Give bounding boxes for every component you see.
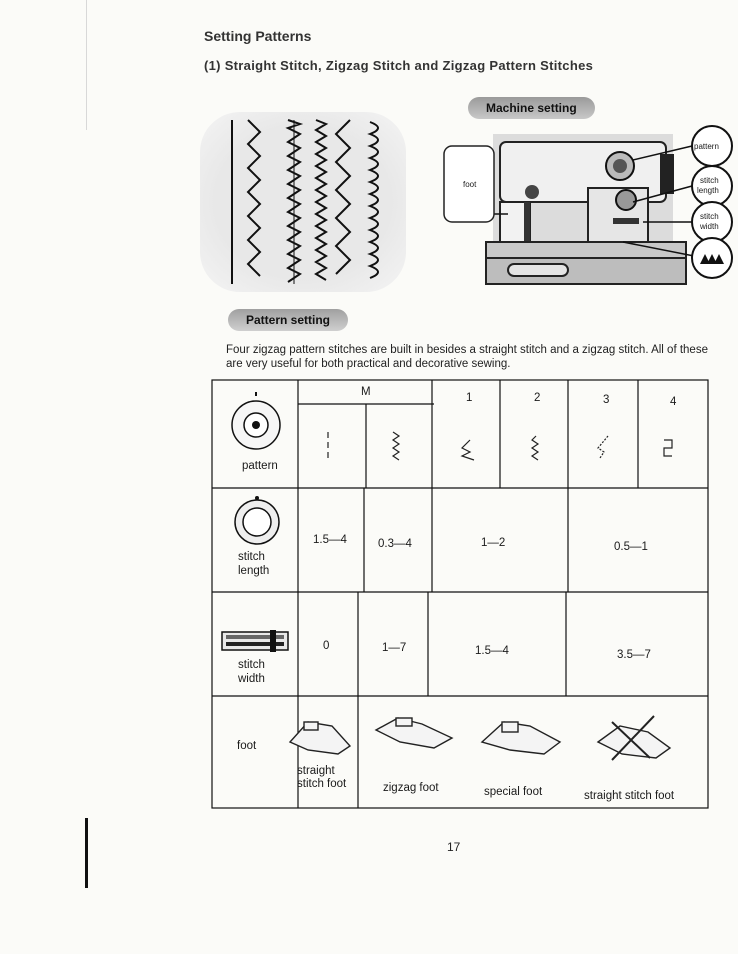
foot-label-straight-alt: straight stitch foot <box>584 790 675 802</box>
row-label-pattern: pattern <box>242 460 278 472</box>
callout-stitch-length-1: stitch <box>700 176 719 185</box>
row-label-foot: foot <box>237 740 257 752</box>
row-label-stitch-width-2: width <box>238 673 265 685</box>
column-header-3: 3 <box>603 394 610 406</box>
zigzag-foot-icon <box>376 718 452 748</box>
callout-foot: foot <box>463 180 477 189</box>
pattern-3-icon <box>598 436 608 458</box>
foot-label-straight-2: stitch foot <box>297 778 347 790</box>
straight-stitch-foot-icon <box>290 722 350 754</box>
page-heading: Setting Patterns <box>204 28 312 44</box>
pattern-m-zigzag-icon <box>393 432 399 460</box>
foot-label-straight-1: straight <box>297 765 335 777</box>
stitch-length-value: 0.5—1 <box>614 541 648 553</box>
pattern-dial-icon <box>232 392 280 449</box>
row-label-stitch-length-2: length <box>238 565 270 577</box>
machine-setting-label: Machine setting <box>468 97 595 119</box>
column-header-4: 4 <box>670 396 677 408</box>
pattern-setting-label: Pattern setting <box>228 309 348 331</box>
section-subheading: (1) Straight Stitch, Zigzag Stitch and Zigzag Pattern Stitches <box>204 58 594 73</box>
column-header-m: M <box>361 386 371 398</box>
callout-stitch-width-1: stitch <box>700 212 719 221</box>
pattern-1-icon <box>462 440 474 460</box>
callout-pattern: pattern <box>694 142 719 151</box>
stitch-width-slider-icon <box>222 630 288 652</box>
stitch-length-value: 1—2 <box>481 537 506 549</box>
pattern-4-icon <box>664 440 672 456</box>
straight-stitch-foot-alt-icon <box>598 716 670 760</box>
intro-paragraph: Four zigzag pattern stitches are built in besides a straight stitch and a zigzag stitch. All of these are very useful for both practical and decorative sewing. <box>226 344 708 370</box>
stitch-width-value: 3.5—7 <box>617 649 651 661</box>
stitch-length-value: 1.5—4 <box>313 534 347 546</box>
row-label-stitch-width-1: stitch <box>238 659 265 671</box>
page-number: 17 <box>447 840 461 854</box>
stitch-width-value: 1.5—4 <box>475 645 509 657</box>
stitch-length-dial-icon <box>235 496 279 544</box>
foot-label-zigzag: zigzag foot <box>383 782 439 794</box>
stitch-width-value: 1—7 <box>382 642 407 654</box>
callout-stitch-width-2: width <box>700 222 719 231</box>
row-label-stitch-length-1: stitch <box>238 551 265 563</box>
special-foot-icon <box>482 722 560 754</box>
pattern-2-icon <box>532 436 538 460</box>
callout-stitch-length-2: length <box>697 186 719 195</box>
column-header-2: 2 <box>534 392 541 404</box>
stitch-width-value: 0 <box>323 640 330 652</box>
column-header-1: 1 <box>466 392 473 404</box>
foot-label-special: special foot <box>484 786 543 798</box>
stitch-length-value: 0.3—4 <box>378 538 412 550</box>
